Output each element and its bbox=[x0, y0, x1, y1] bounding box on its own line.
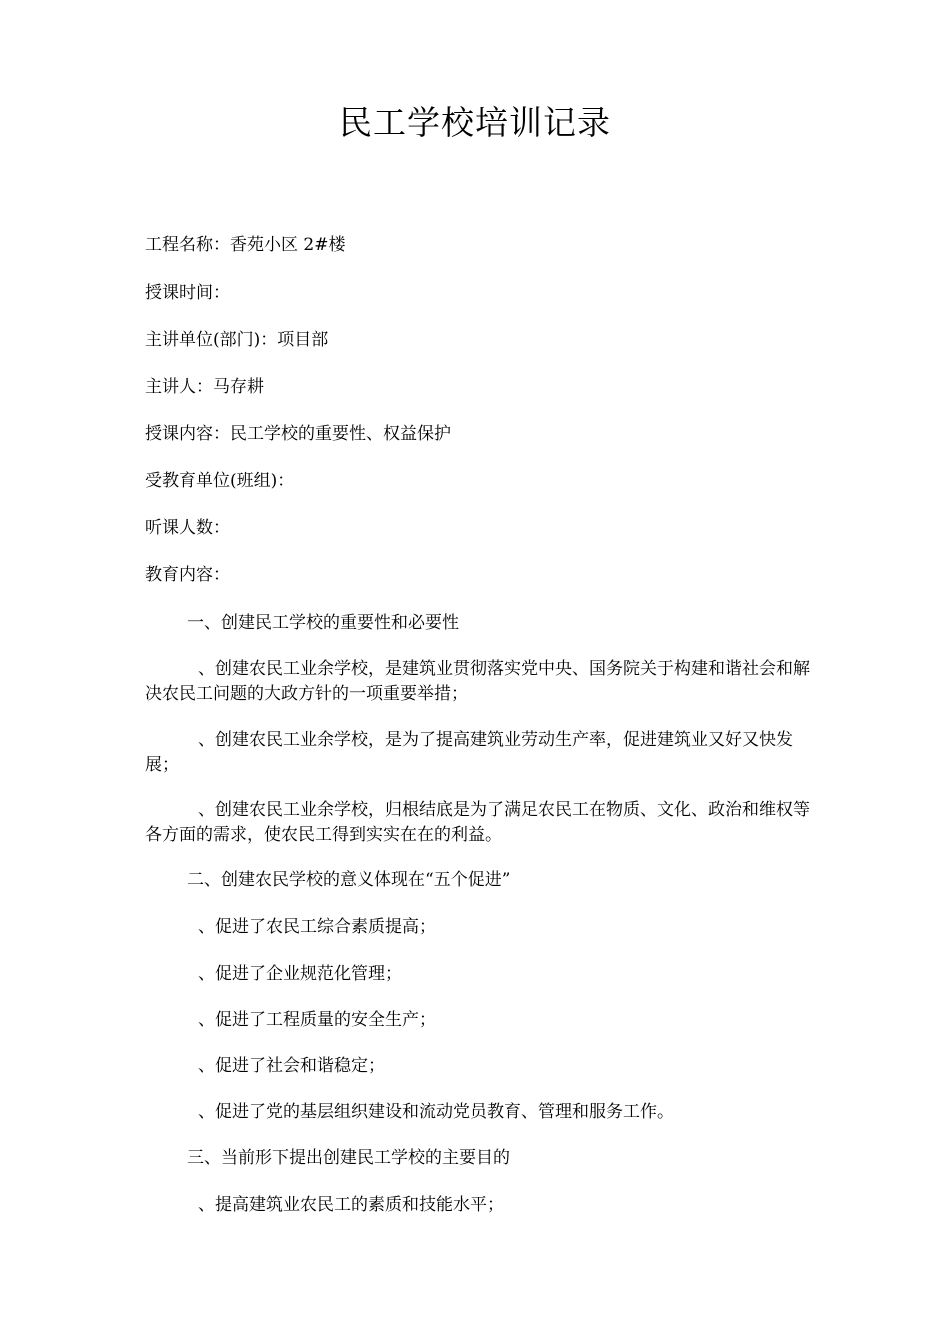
field-lecture-unit: 主讲单位(部门)：项目部 bbox=[145, 330, 329, 350]
section1-paragraph-1: 、创建农民工业余学校，是建筑业贯彻落实党中央、国务院关于构建和谐社会和解决农民工问题的大政方针的一项重要举措； bbox=[145, 659, 810, 704]
section3-item-1: 、提高建筑业农民工的素质和技能水平； bbox=[198, 1195, 504, 1215]
section2-item-2: 、促进了企业规范化管理； bbox=[198, 964, 402, 984]
section1-paragraph-2: 、创建农民工业余学校，是为了提高建筑业劳动生产率，促进建筑业又好又快发展； bbox=[145, 730, 793, 775]
section-heading-2: 二、创建农民学校的意义体现在“五个促进” bbox=[187, 870, 511, 890]
field-project-name: 工程名称：香苑小区 2#楼 bbox=[145, 235, 346, 255]
document-title: 民工学校培训记录 bbox=[339, 103, 611, 142]
section-heading-1: 一、创建民工学校的重要性和必要性 bbox=[187, 613, 459, 633]
section1-paragraph-3: 、创建农民工业余学校，归根结底是为了满足农民工在物质、文化、政治和维权等各方面的需求，使农民工得到实实在在的利益。 bbox=[145, 800, 810, 845]
field-education-content: 教育内容： bbox=[145, 565, 230, 585]
field-lecture-time: 授课时间： bbox=[145, 283, 230, 303]
field-attendee-count: 听课人数： bbox=[145, 518, 230, 538]
section2-item-1: 、促进了农民工综合素质提高； bbox=[198, 917, 436, 937]
field-trainee-unit: 受教育单位(班组)： bbox=[145, 471, 295, 491]
section2-item-4: 、促进了社会和谐稳定； bbox=[198, 1056, 385, 1076]
section-heading-3: 三、当前形下提出创建民工学校的主要目的 bbox=[187, 1148, 510, 1168]
section2-item-5: 、促进了党的基层组织建设和流动党员教育、管理和服务工作。 bbox=[198, 1102, 674, 1122]
field-lecture-content: 授课内容：民工学校的重要性、权益保护 bbox=[145, 424, 451, 444]
section2-item-3: 、促进了工程质量的安全生产； bbox=[198, 1010, 436, 1030]
field-lecturer: 主讲人：马存耕 bbox=[145, 377, 264, 397]
